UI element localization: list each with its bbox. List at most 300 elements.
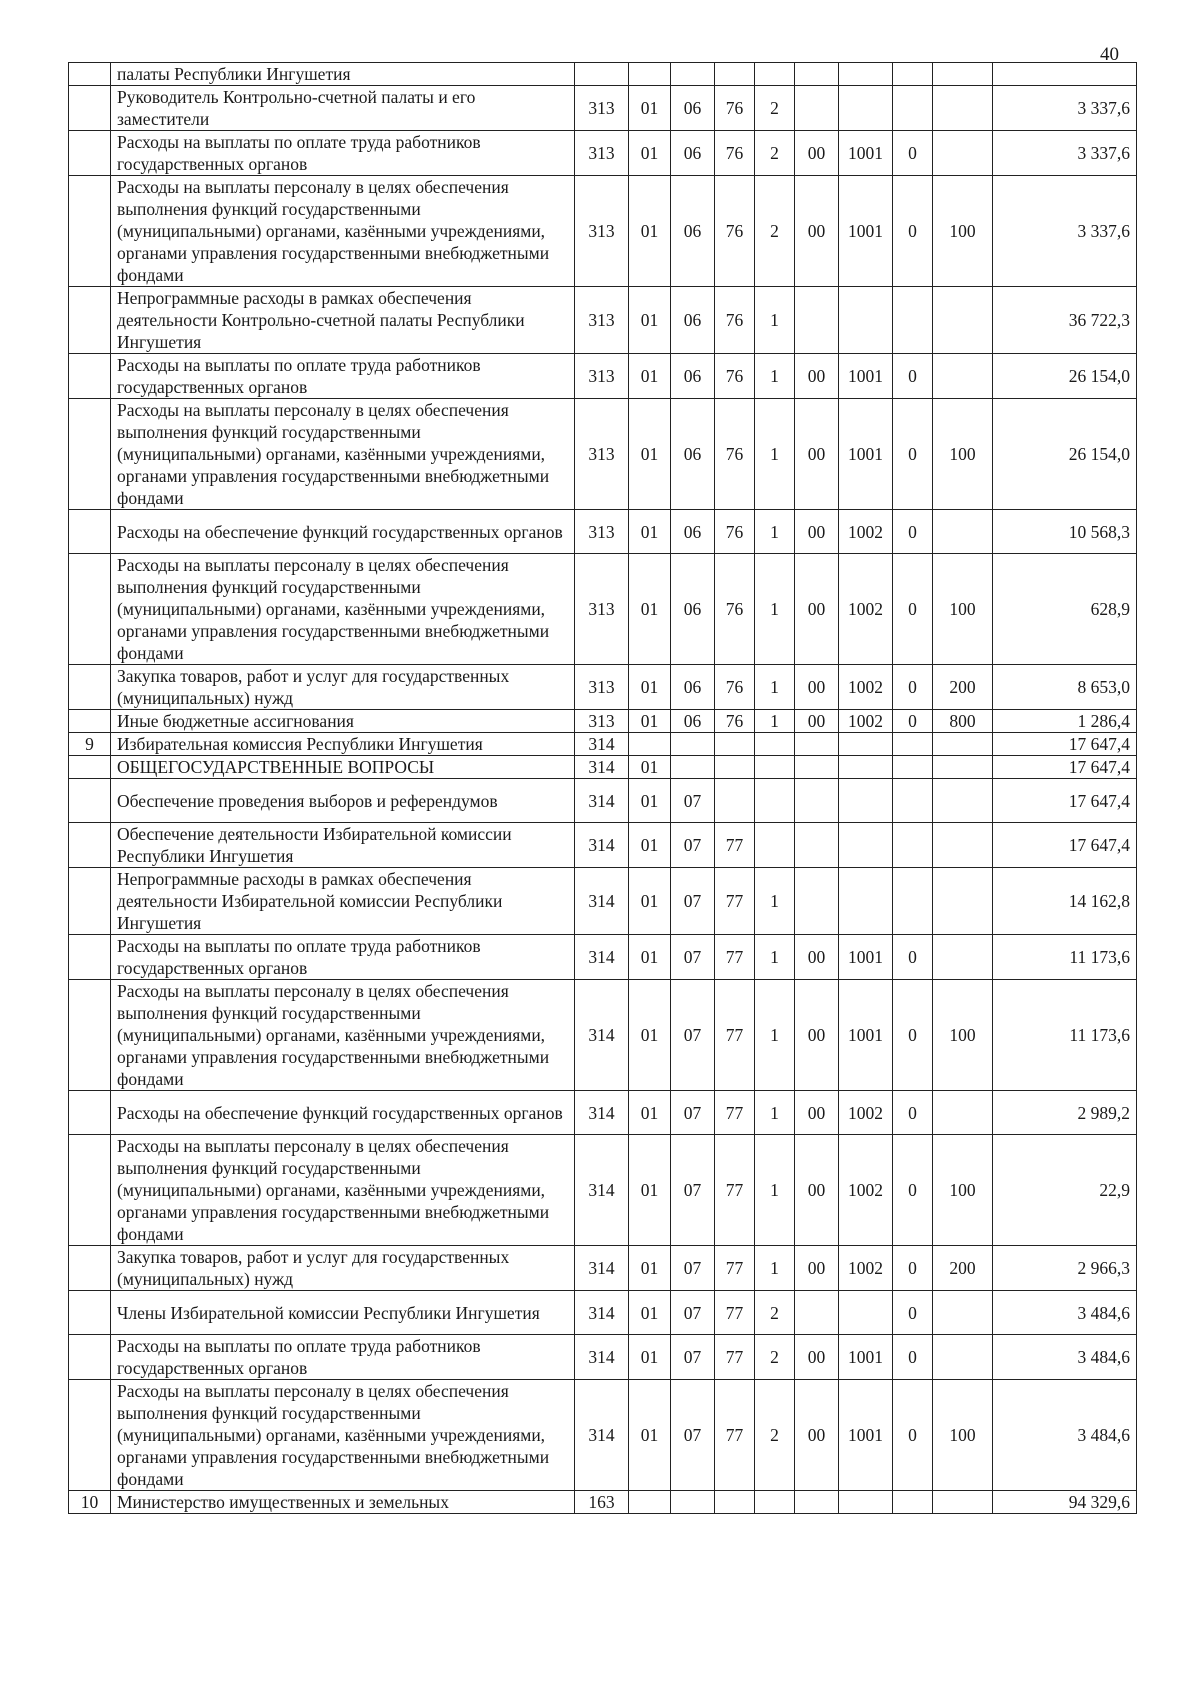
code-subdirection xyxy=(893,756,933,779)
code-subdirection: 0 xyxy=(893,131,933,176)
code-expense-type xyxy=(933,1491,993,1514)
code-section: 01 xyxy=(629,710,671,733)
code-main-activity: 00 xyxy=(795,131,839,176)
code-subprogram: 1 xyxy=(755,1091,795,1135)
row-amount: 17 647,4 xyxy=(993,733,1137,756)
code-direction: 1002 xyxy=(839,1246,893,1291)
code-subsection: 06 xyxy=(671,554,715,665)
row-number xyxy=(69,399,111,510)
code-subprogram xyxy=(755,1491,795,1514)
row-name: ОБЩЕГОСУДАРСТВЕННЫЕ ВОПРОСЫ xyxy=(111,756,575,779)
table-row xyxy=(69,756,1137,779)
code-section: 01 xyxy=(629,779,671,823)
row-amount: 3 337,6 xyxy=(993,131,1137,176)
row-name: Избирательная комиссия Республики Ингушетия xyxy=(111,733,575,756)
code-main-activity xyxy=(795,823,839,868)
code-expense-type xyxy=(933,510,993,554)
row-name: Непрограммные расходы в рамках обеспечения деятельности Избирательной комиссии Республики Ингушетия xyxy=(111,868,575,935)
row-number xyxy=(69,1135,111,1246)
row-amount: 3 484,6 xyxy=(993,1291,1137,1335)
row-number xyxy=(69,710,111,733)
code-expense-type xyxy=(933,131,993,176)
code-program: 77 xyxy=(715,823,755,868)
row-amount: 26 154,0 xyxy=(993,354,1137,399)
code-section: 01 xyxy=(629,1091,671,1135)
table-row xyxy=(69,1291,1137,1335)
code-ved: 313 xyxy=(575,287,629,354)
code-ved: 313 xyxy=(575,710,629,733)
row-name: Расходы на выплаты по оплате труда работников государственных органов xyxy=(111,1335,575,1380)
code-subsection: 06 xyxy=(671,287,715,354)
row-name: Непрограммные расходы в рамках обеспечения деятельности Контрольно-счетной палаты Республики Ингушетия xyxy=(111,287,575,354)
code-direction: 1001 xyxy=(839,131,893,176)
code-program xyxy=(715,1491,755,1514)
code-subdirection xyxy=(893,86,933,131)
code-ved: 313 xyxy=(575,665,629,710)
row-number xyxy=(69,868,111,935)
row-amount: 94 329,6 xyxy=(993,1491,1137,1514)
code-main-activity: 00 xyxy=(795,510,839,554)
row-number xyxy=(69,823,111,868)
row-amount: 3 484,6 xyxy=(993,1335,1137,1380)
code-program: 77 xyxy=(715,868,755,935)
page-number: 40 xyxy=(1100,44,1119,65)
row-name: Расходы на обеспечение функций государственных органов xyxy=(111,510,575,554)
code-program: 77 xyxy=(715,980,755,1091)
code-subprogram: 1 xyxy=(755,980,795,1091)
row-number xyxy=(69,554,111,665)
code-expense-type xyxy=(933,733,993,756)
code-subsection: 07 xyxy=(671,868,715,935)
code-ved: 314 xyxy=(575,1380,629,1491)
row-name: Иные бюджетные ассигнования xyxy=(111,710,575,733)
code-ved: 314 xyxy=(575,1135,629,1246)
code-direction xyxy=(839,733,893,756)
code-expense-type xyxy=(933,779,993,823)
row-amount: 17 647,4 xyxy=(993,756,1137,779)
code-subprogram xyxy=(755,733,795,756)
row-name: Расходы на выплаты персоналу в целях обеспечения выполнения функций государственными (муниципальными) органами, казёнными учреждениями, органами управления государственными внебюджетными фондами xyxy=(111,1135,575,1246)
code-section: 01 xyxy=(629,1291,671,1335)
table-row xyxy=(69,779,1137,823)
row-amount: 2 966,3 xyxy=(993,1246,1137,1291)
code-ved: 313 xyxy=(575,86,629,131)
row-amount: 628,9 xyxy=(993,554,1137,665)
code-subprogram xyxy=(755,756,795,779)
table-row xyxy=(69,710,1137,733)
code-subprogram: 1 xyxy=(755,399,795,510)
code-ved: 313 xyxy=(575,399,629,510)
code-subsection: 06 xyxy=(671,176,715,287)
code-expense-type xyxy=(933,868,993,935)
code-direction xyxy=(839,86,893,131)
budget-table xyxy=(68,62,1137,1514)
code-subprogram xyxy=(755,823,795,868)
code-direction: 1001 xyxy=(839,399,893,510)
code-expense-type xyxy=(933,86,993,131)
code-subdirection: 0 xyxy=(893,710,933,733)
code-main-activity: 00 xyxy=(795,935,839,980)
row-name: Члены Избирательной комиссии Республики Ингушетия xyxy=(111,1291,575,1335)
code-subdirection: 0 xyxy=(893,1335,933,1380)
code-subsection: 06 xyxy=(671,710,715,733)
code-subprogram: 1 xyxy=(755,1246,795,1291)
code-subsection: 07 xyxy=(671,1091,715,1135)
code-expense-type: 100 xyxy=(933,176,993,287)
code-subsection: 07 xyxy=(671,980,715,1091)
code-main-activity: 00 xyxy=(795,710,839,733)
row-name: Расходы на выплаты персоналу в целях обеспечения выполнения функций государственными (муниципальными) органами, казёнными учреждениями, органами управления государственными внебюджетными фондами xyxy=(111,1380,575,1491)
code-direction: 1002 xyxy=(839,510,893,554)
code-subdirection: 0 xyxy=(893,1135,933,1246)
code-subprogram: 2 xyxy=(755,1380,795,1491)
code-subprogram: 1 xyxy=(755,510,795,554)
code-subdirection: 0 xyxy=(893,1246,933,1291)
code-subprogram: 1 xyxy=(755,665,795,710)
code-direction xyxy=(839,823,893,868)
code-direction xyxy=(839,779,893,823)
code-section xyxy=(629,63,671,86)
row-number xyxy=(69,1291,111,1335)
code-ved: 314 xyxy=(575,756,629,779)
code-program xyxy=(715,63,755,86)
code-section: 01 xyxy=(629,354,671,399)
code-expense-type xyxy=(933,63,993,86)
row-amount: 14 162,8 xyxy=(993,868,1137,935)
code-expense-type: 100 xyxy=(933,1380,993,1491)
row-name: Расходы на выплаты персоналу в целях обеспечения выполнения функций государственными (муниципальными) органами, казёнными учреждениями, органами управления государственными внебюджетными фондами xyxy=(111,176,575,287)
code-section xyxy=(629,733,671,756)
code-ved: 314 xyxy=(575,980,629,1091)
code-main-activity: 00 xyxy=(795,176,839,287)
code-subprogram: 2 xyxy=(755,176,795,287)
code-ved: 314 xyxy=(575,733,629,756)
code-program: 76 xyxy=(715,510,755,554)
code-ved: 314 xyxy=(575,823,629,868)
code-expense-type: 200 xyxy=(933,1246,993,1291)
table-row xyxy=(69,1091,1137,1135)
code-section: 01 xyxy=(629,131,671,176)
code-program: 76 xyxy=(715,554,755,665)
code-subprogram: 1 xyxy=(755,354,795,399)
code-subsection: 07 xyxy=(671,1335,715,1380)
code-expense-type: 100 xyxy=(933,399,993,510)
row-name: Расходы на выплаты по оплате труда работников государственных органов xyxy=(111,131,575,176)
row-name: Расходы на выплаты персоналу в целях обеспечения выполнения функций государственными (муниципальными) органами, казёнными учреждениями, органами управления государственными внебюджетными фондами xyxy=(111,554,575,665)
code-subdirection: 0 xyxy=(893,554,933,665)
code-section: 01 xyxy=(629,86,671,131)
table-row xyxy=(69,1246,1137,1291)
code-subprogram: 2 xyxy=(755,131,795,176)
code-main-activity xyxy=(795,1291,839,1335)
row-number xyxy=(69,131,111,176)
code-ved: 314 xyxy=(575,1246,629,1291)
code-subsection xyxy=(671,733,715,756)
code-subsection: 07 xyxy=(671,1246,715,1291)
code-main-activity xyxy=(795,86,839,131)
table-row xyxy=(69,1335,1137,1380)
code-subdirection: 0 xyxy=(893,1091,933,1135)
code-program: 77 xyxy=(715,935,755,980)
row-amount: 3 337,6 xyxy=(993,176,1137,287)
code-ved: 314 xyxy=(575,1091,629,1135)
row-amount xyxy=(993,63,1137,86)
code-expense-type: 100 xyxy=(933,980,993,1091)
row-number xyxy=(69,779,111,823)
row-number xyxy=(69,1246,111,1291)
code-ved: 313 xyxy=(575,131,629,176)
code-section: 01 xyxy=(629,287,671,354)
code-direction xyxy=(839,1291,893,1335)
code-subsection xyxy=(671,756,715,779)
row-number xyxy=(69,935,111,980)
code-section: 01 xyxy=(629,935,671,980)
table-row xyxy=(69,1135,1137,1246)
code-expense-type: 200 xyxy=(933,665,993,710)
code-direction: 1002 xyxy=(839,1135,893,1246)
code-subprogram: 2 xyxy=(755,86,795,131)
code-subdirection: 0 xyxy=(893,665,933,710)
code-main-activity xyxy=(795,868,839,935)
row-number xyxy=(69,980,111,1091)
code-direction: 1001 xyxy=(839,935,893,980)
code-main-activity: 00 xyxy=(795,399,839,510)
code-expense-type xyxy=(933,823,993,868)
code-subprogram: 2 xyxy=(755,1335,795,1380)
code-subdirection: 0 xyxy=(893,935,933,980)
code-expense-type: 800 xyxy=(933,710,993,733)
code-subprogram: 1 xyxy=(755,1135,795,1246)
table-row xyxy=(69,176,1137,287)
code-ved: 313 xyxy=(575,510,629,554)
table-row xyxy=(69,131,1137,176)
row-number xyxy=(69,756,111,779)
row-name: Руководитель Контрольно-счетной палаты и его заместители xyxy=(111,86,575,131)
code-subdirection xyxy=(893,779,933,823)
row-amount: 22,9 xyxy=(993,1135,1137,1246)
code-expense-type xyxy=(933,1335,993,1380)
code-subsection: 06 xyxy=(671,354,715,399)
code-program: 76 xyxy=(715,710,755,733)
code-main-activity xyxy=(795,779,839,823)
code-program: 77 xyxy=(715,1135,755,1246)
table-row xyxy=(69,287,1137,354)
table-row xyxy=(69,935,1137,980)
code-ved: 313 xyxy=(575,354,629,399)
code-section: 01 xyxy=(629,1135,671,1246)
code-direction xyxy=(839,868,893,935)
code-subprogram: 1 xyxy=(755,287,795,354)
code-subsection: 06 xyxy=(671,510,715,554)
row-name: Обеспечение проведения выборов и референдумов xyxy=(111,779,575,823)
code-subsection: 06 xyxy=(671,86,715,131)
row-amount: 36 722,3 xyxy=(993,287,1137,354)
code-subsection: 06 xyxy=(671,399,715,510)
row-amount: 17 647,4 xyxy=(993,823,1137,868)
code-ved: 314 xyxy=(575,779,629,823)
code-ved: 314 xyxy=(575,935,629,980)
table-row xyxy=(69,63,1137,86)
code-expense-type xyxy=(933,935,993,980)
code-ved: 314 xyxy=(575,868,629,935)
code-program: 76 xyxy=(715,86,755,131)
code-program: 77 xyxy=(715,1291,755,1335)
code-section: 01 xyxy=(629,868,671,935)
code-direction: 1002 xyxy=(839,1091,893,1135)
row-name: Расходы на выплаты персоналу в целях обеспечения выполнения функций государственными (муниципальными) органами, казёнными учреждениями, органами управления государственными внебюджетными фондами xyxy=(111,980,575,1091)
table-row xyxy=(69,980,1137,1091)
code-ved: 163 xyxy=(575,1491,629,1514)
code-subprogram: 1 xyxy=(755,554,795,665)
code-subdirection xyxy=(893,868,933,935)
code-main-activity: 00 xyxy=(795,1335,839,1380)
code-program: 76 xyxy=(715,131,755,176)
code-program: 76 xyxy=(715,354,755,399)
code-subdirection: 0 xyxy=(893,1291,933,1335)
code-ved: 313 xyxy=(575,176,629,287)
table-row xyxy=(69,823,1137,868)
row-number xyxy=(69,287,111,354)
row-name: Расходы на выплаты по оплате труда работников государственных органов xyxy=(111,354,575,399)
table-row xyxy=(69,554,1137,665)
code-program: 76 xyxy=(715,399,755,510)
code-direction xyxy=(839,287,893,354)
code-program xyxy=(715,756,755,779)
code-ved: 314 xyxy=(575,1291,629,1335)
code-main-activity: 00 xyxy=(795,665,839,710)
code-subprogram: 1 xyxy=(755,868,795,935)
code-main-activity xyxy=(795,63,839,86)
code-main-activity: 00 xyxy=(795,1380,839,1491)
code-subsection: 07 xyxy=(671,1135,715,1246)
code-subsection: 07 xyxy=(671,935,715,980)
code-main-activity xyxy=(795,733,839,756)
code-direction xyxy=(839,756,893,779)
row-name: Обеспечение деятельности Избирательной комиссии Республики Ингушетия xyxy=(111,823,575,868)
row-name: Закупка товаров, работ и услуг для государственных (муниципальных) нужд xyxy=(111,1246,575,1291)
code-section: 01 xyxy=(629,176,671,287)
row-amount: 11 173,6 xyxy=(993,935,1137,980)
row-amount: 11 173,6 xyxy=(993,980,1137,1091)
code-ved: 313 xyxy=(575,554,629,665)
code-program: 77 xyxy=(715,1091,755,1135)
code-subprogram xyxy=(755,779,795,823)
row-name: палаты Республики Ингушетия xyxy=(111,63,575,86)
code-subsection: 06 xyxy=(671,665,715,710)
code-subprogram: 1 xyxy=(755,935,795,980)
row-amount: 8 653,0 xyxy=(993,665,1137,710)
row-name: Расходы на выплаты персоналу в целях обеспечения выполнения функций государственными (муниципальными) органами, казёнными учреждениями, органами управления государственными внебюджетными фондами xyxy=(111,399,575,510)
code-subdirection: 0 xyxy=(893,399,933,510)
code-section: 01 xyxy=(629,554,671,665)
code-subsection: 06 xyxy=(671,131,715,176)
code-expense-type xyxy=(933,1291,993,1335)
row-number xyxy=(69,63,111,86)
code-program: 77 xyxy=(715,1335,755,1380)
row-name: Расходы на выплаты по оплате труда работников государственных органов xyxy=(111,935,575,980)
table-body xyxy=(69,63,1137,1514)
code-program xyxy=(715,779,755,823)
code-direction: 1001 xyxy=(839,1335,893,1380)
code-direction: 1002 xyxy=(839,710,893,733)
code-main-activity: 00 xyxy=(795,1135,839,1246)
code-expense-type xyxy=(933,1091,993,1135)
code-section: 01 xyxy=(629,980,671,1091)
code-subdirection: 0 xyxy=(893,354,933,399)
code-program: 76 xyxy=(715,287,755,354)
code-section: 01 xyxy=(629,1380,671,1491)
code-program: 77 xyxy=(715,1246,755,1291)
code-main-activity xyxy=(795,287,839,354)
code-subdirection xyxy=(893,287,933,354)
table-row xyxy=(69,733,1137,756)
row-amount: 17 647,4 xyxy=(993,779,1137,823)
code-section: 01 xyxy=(629,756,671,779)
code-main-activity xyxy=(795,1491,839,1514)
code-program xyxy=(715,733,755,756)
code-direction: 1002 xyxy=(839,554,893,665)
row-number xyxy=(69,1091,111,1135)
code-subsection: 07 xyxy=(671,779,715,823)
code-section: 01 xyxy=(629,510,671,554)
code-section: 01 xyxy=(629,823,671,868)
code-main-activity: 00 xyxy=(795,980,839,1091)
code-subdirection: 0 xyxy=(893,1380,933,1491)
code-subprogram xyxy=(755,63,795,86)
table-row xyxy=(69,354,1137,399)
row-number: 10 xyxy=(69,1491,111,1514)
code-subdirection xyxy=(893,63,933,86)
code-main-activity: 00 xyxy=(795,554,839,665)
code-direction: 1002 xyxy=(839,665,893,710)
code-subdirection: 0 xyxy=(893,176,933,287)
table-row xyxy=(69,510,1137,554)
row-number xyxy=(69,510,111,554)
code-section: 01 xyxy=(629,399,671,510)
code-subprogram: 2 xyxy=(755,1291,795,1335)
code-direction: 1001 xyxy=(839,1380,893,1491)
code-subdirection xyxy=(893,823,933,868)
row-number xyxy=(69,665,111,710)
row-amount: 3 337,6 xyxy=(993,86,1137,131)
row-number xyxy=(69,1380,111,1491)
code-section: 01 xyxy=(629,665,671,710)
code-main-activity: 00 xyxy=(795,1246,839,1291)
code-program: 77 xyxy=(715,1380,755,1491)
row-name: Министерство имущественных и земельных xyxy=(111,1491,575,1514)
row-amount: 3 484,6 xyxy=(993,1380,1137,1491)
code-subsection: 07 xyxy=(671,1380,715,1491)
code-subsection: 07 xyxy=(671,823,715,868)
code-subsection xyxy=(671,1491,715,1514)
code-program: 76 xyxy=(715,176,755,287)
row-amount: 10 568,3 xyxy=(993,510,1137,554)
code-direction: 1001 xyxy=(839,980,893,1091)
code-expense-type: 100 xyxy=(933,554,993,665)
code-ved: 314 xyxy=(575,1335,629,1380)
code-subdirection xyxy=(893,1491,933,1514)
code-expense-type xyxy=(933,287,993,354)
code-program: 76 xyxy=(715,665,755,710)
row-amount: 26 154,0 xyxy=(993,399,1137,510)
row-number: 9 xyxy=(69,733,111,756)
row-number xyxy=(69,1335,111,1380)
code-section xyxy=(629,1491,671,1514)
row-number xyxy=(69,86,111,131)
code-subdirection xyxy=(893,733,933,756)
code-main-activity xyxy=(795,756,839,779)
row-amount: 1 286,4 xyxy=(993,710,1137,733)
